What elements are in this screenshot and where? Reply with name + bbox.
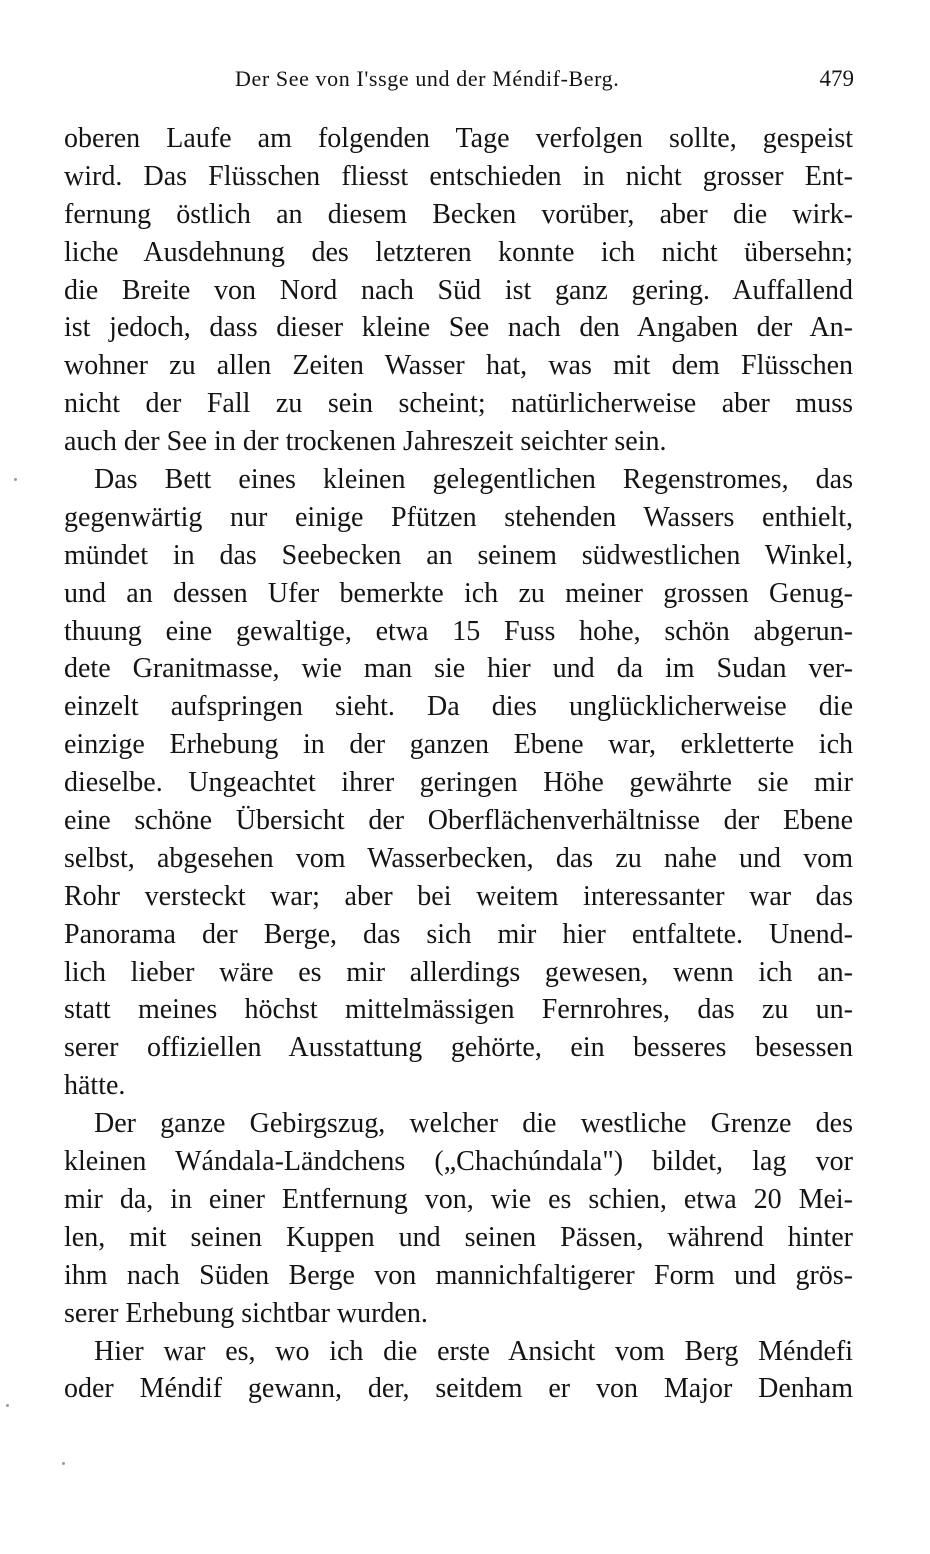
text-line: einzige Erhebung in der ganzen Ebene war, erkletterte ich	[64, 729, 853, 761]
text-line: einzelt aufspringen sieht. Da dies unglücklicherweise die	[64, 691, 853, 723]
text-line: ihm nach Süden Berge von mannichfaltigerer Form und grös-	[64, 1259, 853, 1291]
text-line: oder Méndif gewann, der, seitdem er von Major Denham	[64, 1373, 853, 1405]
text-line: selbst, abgesehen vom Wasserbecken, das zu nahe und vom	[64, 842, 853, 874]
text-line: nicht der Fall zu sein scheint; natürlicherweise aber muss	[64, 388, 853, 420]
text-line: statt meines höchst mittelmässigen Fernrohres, das zu un-	[64, 994, 853, 1026]
paper-speck	[6, 1404, 9, 1407]
text-line: thuung eine gewaltige, etwa 15 Fuss hohe, schön abgerun-	[64, 615, 853, 647]
text-line: auch der See in der trockenen Jahreszeit seichter sein.	[64, 426, 667, 458]
text-line: Das Bett eines kleinen gelegentlichen Regenstromes, das	[94, 464, 853, 496]
page-number: 479	[819, 66, 854, 91]
text-line: eine schöne Übersicht der Oberflächenverhältnisse der Ebene	[64, 805, 853, 837]
text-line: wohner zu allen Zeiten Wasser hat, was mit dem Flüsschen	[64, 350, 853, 382]
paper-speck	[62, 1462, 65, 1465]
text-line: Hier war es, wo ich die erste Ansicht vom Berg Méndefi	[94, 1335, 853, 1367]
text-line: kleinen Wándala-Ländchens („Chachúndala") bildet, lag vor	[64, 1146, 853, 1178]
text-line: Panorama der Berge, das sich mir hier entfaltete. Unend-	[64, 918, 853, 950]
text-line: dete Granitmasse, wie man sie hier und da im Sudan ver-	[64, 653, 853, 685]
text-line: serer offiziellen Ausstattung gehörte, ein besseres besessen	[64, 1032, 853, 1064]
text-line: Der ganze Gebirgszug, welcher die westliche Grenze des	[94, 1108, 853, 1140]
text-line: gegenwärtig nur einige Pfützen stehenden Wassers enthielt,	[64, 501, 853, 533]
paragraph-3	[64, 1105, 853, 1332]
text-line: dieselbe. Ungeachtet ihrer geringen Höhe gewährte sie mir	[64, 767, 853, 799]
text-line: mir da, in einer Entfernung von, wie es schien, etwa 20 Mei-	[64, 1183, 853, 1215]
text-line: mündet in das Seebecken an seinem südwestlichen Winkel,	[64, 539, 853, 571]
text-line: oberen Laufe am folgenden Tage verfolgen sollte, gespeist	[64, 123, 853, 154]
running-title: Der See von I'ssge und der Méndif-Berg.	[235, 66, 620, 91]
text-line: wird. Das Flüsschen fliesst entschieden in nicht grosser Ent-	[64, 160, 853, 192]
text-line: hätte.	[64, 1070, 126, 1102]
text-line: len, mit seinen Kuppen und seinen Pässen, während hinter	[64, 1221, 853, 1253]
text-line: Rohr versteckt war; aber bei weitem interessanter war das	[64, 880, 853, 912]
text-line: ist jedoch, dass dieser kleine See nach den Angaben der An-	[64, 312, 853, 344]
text-line: serer Erhebung sichtbar wurden.	[64, 1297, 428, 1329]
text-line: lich lieber wäre es mir allerdings gewesen, wenn ich an-	[64, 956, 853, 988]
paragraph-2	[64, 461, 853, 1105]
running-head	[60, 66, 860, 98]
paper-speck	[14, 478, 17, 481]
text-line: fernung östlich an diesem Becken vorüber, aber die wirk-	[64, 198, 853, 230]
paragraph-4	[64, 1333, 853, 1409]
text-line: und an dessen Ufer bemerkte ich zu meiner grossen Genug-	[64, 577, 853, 609]
paragraph-1	[64, 120, 853, 461]
text-line: liche Ausdehnung des letzteren konnte ich nicht übersehn;	[64, 236, 853, 268]
body-text	[64, 120, 853, 1408]
text-line: die Breite von Nord nach Süd ist ganz gering. Auffallend	[64, 274, 853, 306]
